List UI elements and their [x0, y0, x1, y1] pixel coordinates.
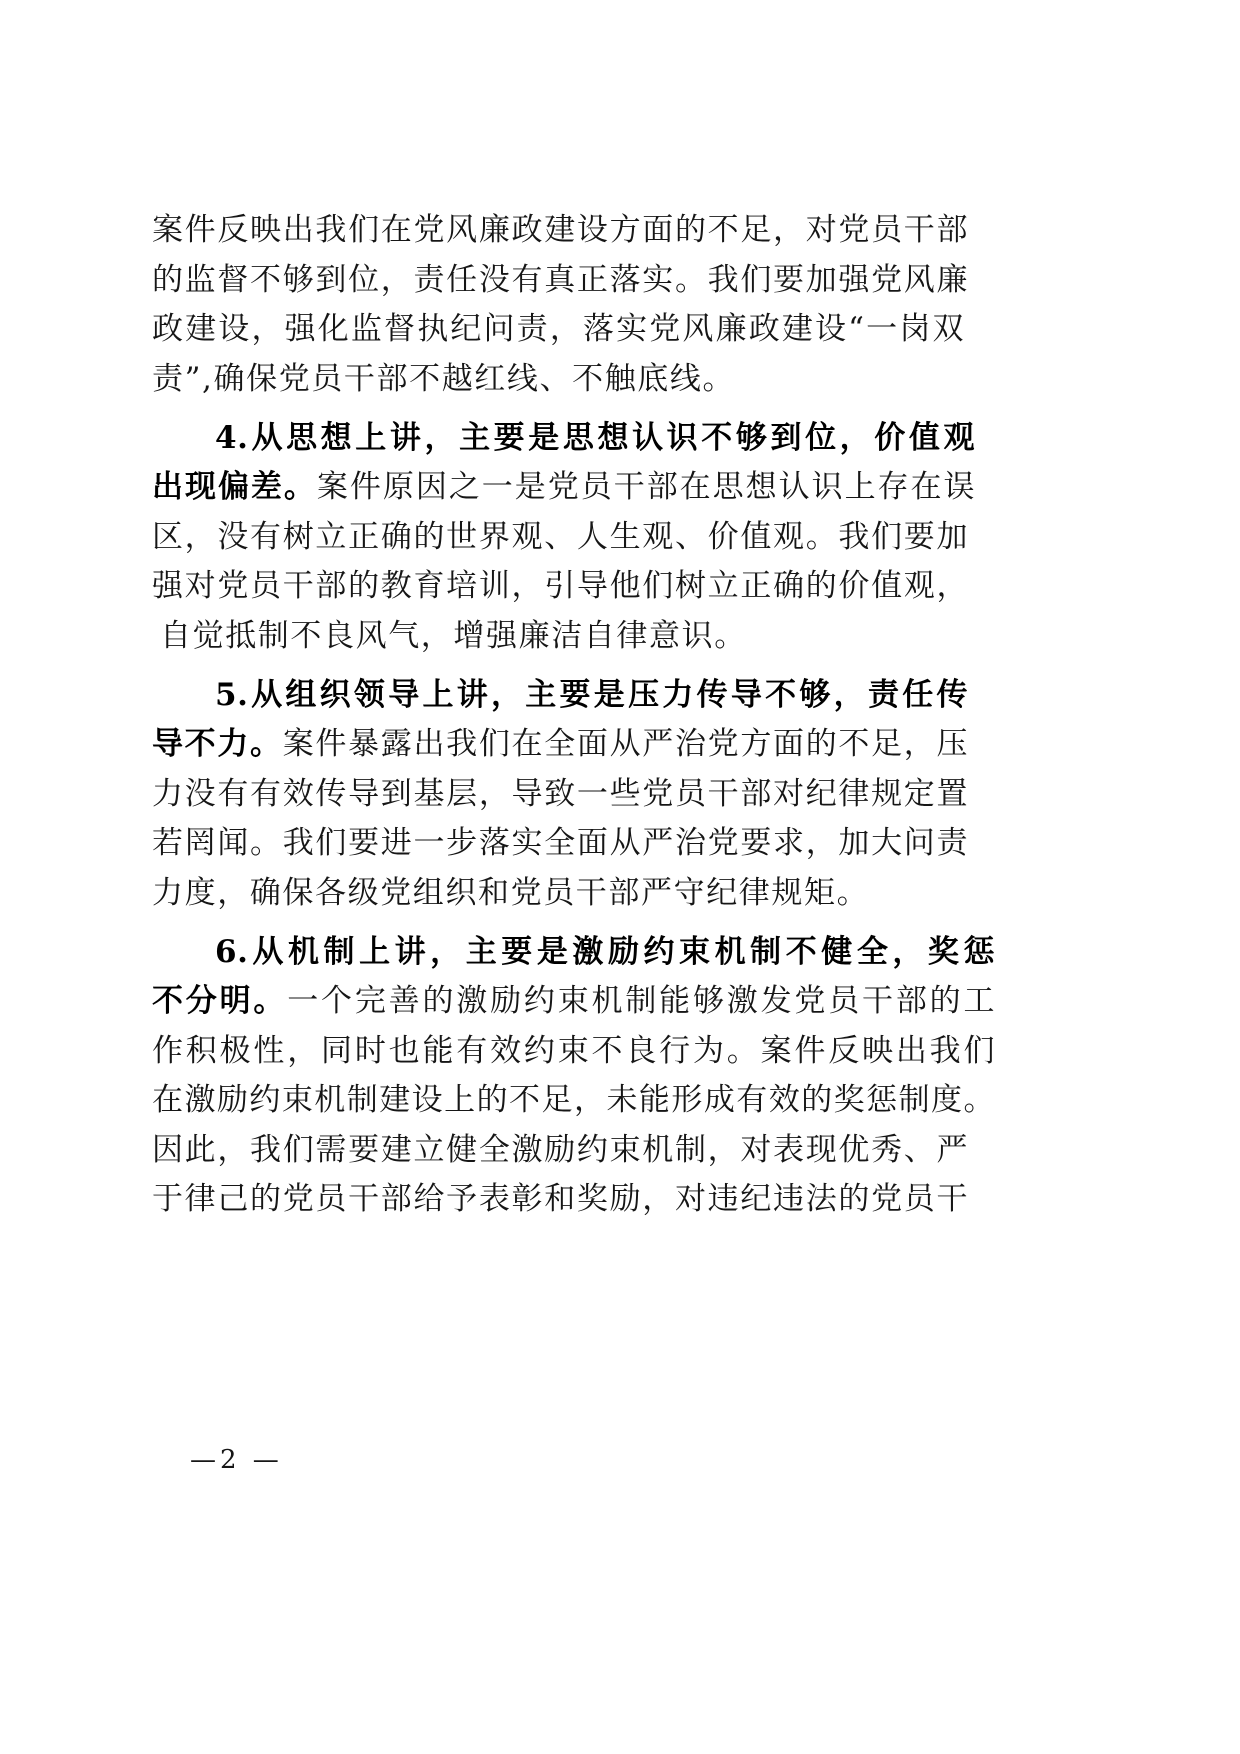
text-line: 政建设，强化监督执纪问责，落实党风廉政建设“一岗双 — [152, 311, 964, 347]
text-line: 作积极性，同时也能有效约束不良行为。案件反映出我们 — [152, 1033, 995, 1069]
section-heading-line: 5.从组织领导上讲，主要是压力传导不够，责任传 — [215, 677, 968, 713]
text-line: 自觉抵制不良风气，增强廉洁自律意识。 — [160, 618, 747, 654]
text-line: 案件反映出我们在党风廉政建设方面的不足，对党员干部 — [152, 212, 968, 248]
text-line: 力度，确保各级党组织和党员干部严守纪律规矩。 — [152, 875, 870, 911]
text-line: 区，没有树立正确的世界观、人生观、价值观。我们要加 — [152, 519, 968, 555]
text-line: 力没有有效传导到基层，导致一些党员干部对纪律规定置 — [152, 776, 968, 812]
text-line: 的监督不够到位，责任没有真正落实。我们要加强党风廉 — [152, 262, 968, 298]
text-line — [152, 727, 968, 761]
text-line: 强对党员干部的教育培训，引导他们树立正确的价值观， — [152, 568, 968, 604]
section-heading-end: 导不力。 — [152, 726, 283, 762]
text-line — [152, 470, 975, 504]
text-line: 在激励约束机制建设上的不足，未能形成有效的奖惩制度。 — [152, 1082, 995, 1118]
section-heading-line: 4.从思想上讲，主要是思想认识不够到位，价值观 — [215, 420, 975, 456]
text-line: 于律己的党员干部给予表彰和奖励，对违纪违法的党员干 — [152, 1181, 968, 1217]
section-heading-line: 6.从机制上讲，主要是激励约束机制不健全，奖惩 — [215, 934, 995, 970]
body-text: 案件原因之一是党员干部在思想认识上存在误 — [316, 469, 976, 505]
section-heading-end: 不分明。 — [152, 983, 288, 1019]
page-number: —2 — — [190, 1445, 283, 1475]
text-line: 责”,确保党员干部不越红线、不触底线。 — [152, 361, 736, 397]
body-text: 一个完善的激励约束机制能够激发党员干部的工 — [287, 983, 995, 1019]
text-line: 因此，我们需要建立健全激励约束机制，对表现优秀、严 — [152, 1132, 968, 1168]
body-text: 案件暴露出我们在全面从严治党方面的不足，压 — [282, 726, 968, 762]
text-line — [152, 984, 995, 1018]
text-line: 若罔闻。我们要进一步落实全面从严治党要求，加大问责 — [152, 825, 968, 861]
section-heading-end: 出现偏差。 — [152, 469, 317, 505]
